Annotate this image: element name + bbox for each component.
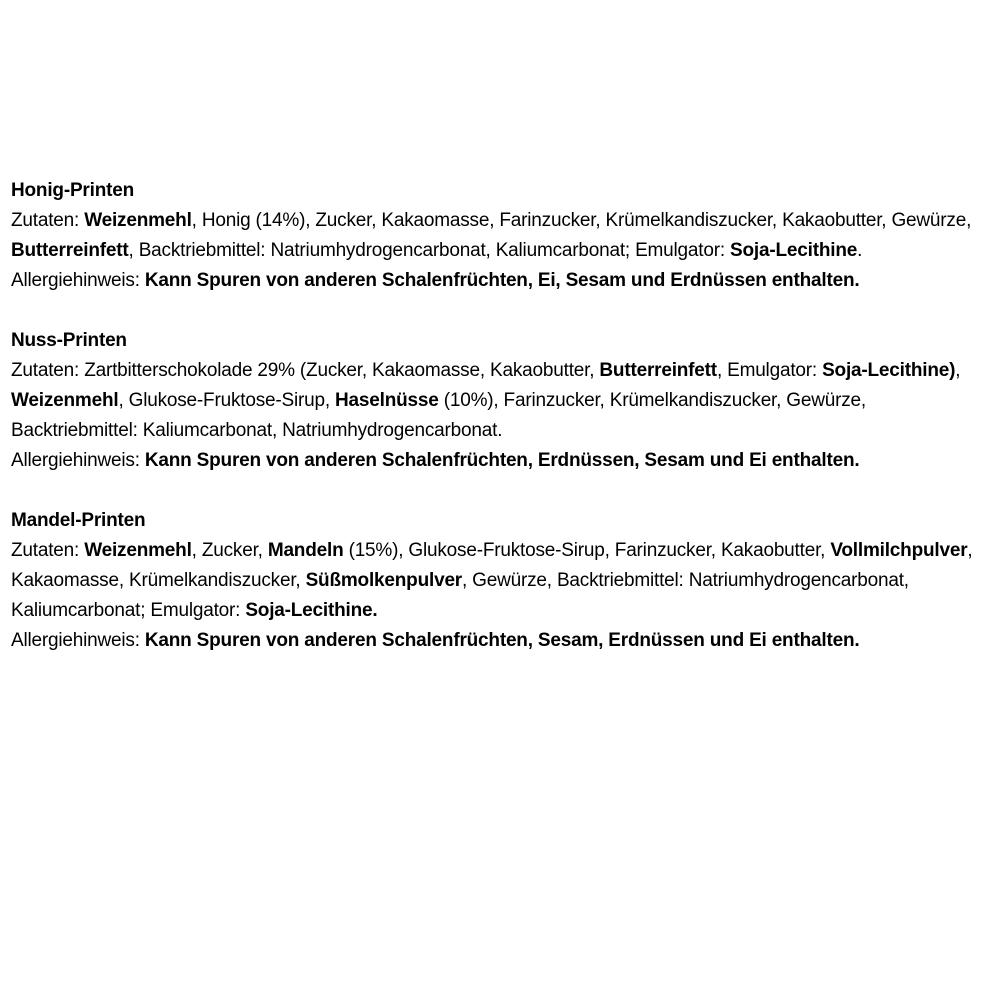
ingredients-text <box>11 206 986 266</box>
ingredients-text <box>11 356 986 446</box>
allergy-label: Allergiehinweis: <box>11 270 145 291</box>
ingredients-segment: . <box>857 240 863 261</box>
allergen-suessmolkenpulver: Süßmolkenpulver <box>305 570 463 591</box>
ingredients-segment: , Glukose-Fruktose-Sirup, <box>118 390 336 411</box>
allergen-soja-lecithine: Soja-Lecithine <box>730 240 858 261</box>
ingredients-segment: , <box>955 360 961 381</box>
section-title: Mandel-Printen <box>11 510 146 531</box>
allergen-haselnuesse: Haselnüsse <box>335 390 439 411</box>
section-title: Honig-Printen <box>11 180 134 201</box>
allergen-vollmilchpulver: Vollmilchpulver <box>830 540 968 561</box>
allergen-butterreinfett: Butterreinfett <box>11 240 129 261</box>
section-honig-printen <box>11 176 986 296</box>
ingredients-text <box>11 536 986 626</box>
allergen-mandeln: Mandeln <box>267 540 344 561</box>
ingredients-document <box>11 176 986 656</box>
allergen-butterreinfett: Butterreinfett <box>599 360 717 381</box>
allergen-weizenmehl: Weizenmehl <box>11 390 119 411</box>
ingredients-segment: (10%), Farinzucker, Krümelkandiszucker, Gewürze, Backtriebmittel: Kaliumcarbonat, Natriumhydrogencarbonat. <box>11 390 866 441</box>
allergen-soja-lecithine: Soja-Lecithine. <box>245 600 378 621</box>
ingredients-segment: , Honig (14%), Zucker, Kakaomasse, Farinzucker, Krümelkandiszucker, Kakaobutter, Gewürze, <box>191 210 972 231</box>
allergen-soja-lecithine: Soja-Lecithine) <box>822 360 956 381</box>
allergy-label: Allergiehinweis: <box>11 630 145 651</box>
allergy-text: Kann Spuren von anderen Schalenfrüchten, Ei, Sesam und Erdnüssen enthalten. <box>144 270 860 291</box>
ingredients-segment: , Zucker, <box>191 540 268 561</box>
section-mandel-printen <box>11 506 986 656</box>
allergy-text: Kann Spuren von anderen Schalenfrüchten, Sesam, Erdnüssen und Ei enthalten. <box>144 630 860 651</box>
allergy-label: Allergiehinweis: <box>11 450 145 471</box>
ingredients-segment: , Emulgator: <box>716 360 823 381</box>
section-nuss-printen <box>11 326 986 476</box>
allergy-notice <box>11 266 986 296</box>
ingredients-segment: , Gewürze, Backtriebmittel: Natriumhydrogencarbonat, Kaliumcarbonat; Emulgator: <box>11 570 909 621</box>
ingredients-segment: (15%), Glukose-Fruktose-Sirup, Farinzucker, Kakaobutter, <box>343 540 831 561</box>
ingredients-label: Zutaten: <box>11 210 85 231</box>
ingredients-label: Zutaten: <box>11 540 85 561</box>
ingredients-segment: , Backtriebmittel: Natriumhydrogencarbonat, Kaliumcarbonat; Emulgator: <box>128 240 731 261</box>
allergy-notice <box>11 446 986 476</box>
ingredients-segment: , Kakaomasse, Krümelkandiszucker, <box>11 540 973 591</box>
section-title: Nuss-Printen <box>11 330 127 351</box>
ingredients-segment: Zutaten: Zartbitterschokolade 29% (Zucker, Kakaomasse, Kakaobutter, <box>11 360 600 381</box>
allergy-notice <box>11 626 986 656</box>
allergen-weizenmehl: Weizenmehl <box>84 210 192 231</box>
allergen-weizenmehl: Weizenmehl <box>84 540 192 561</box>
allergy-text: Kann Spuren von anderen Schalenfrüchten, Erdnüssen, Sesam und Ei enthalten. <box>144 450 860 471</box>
